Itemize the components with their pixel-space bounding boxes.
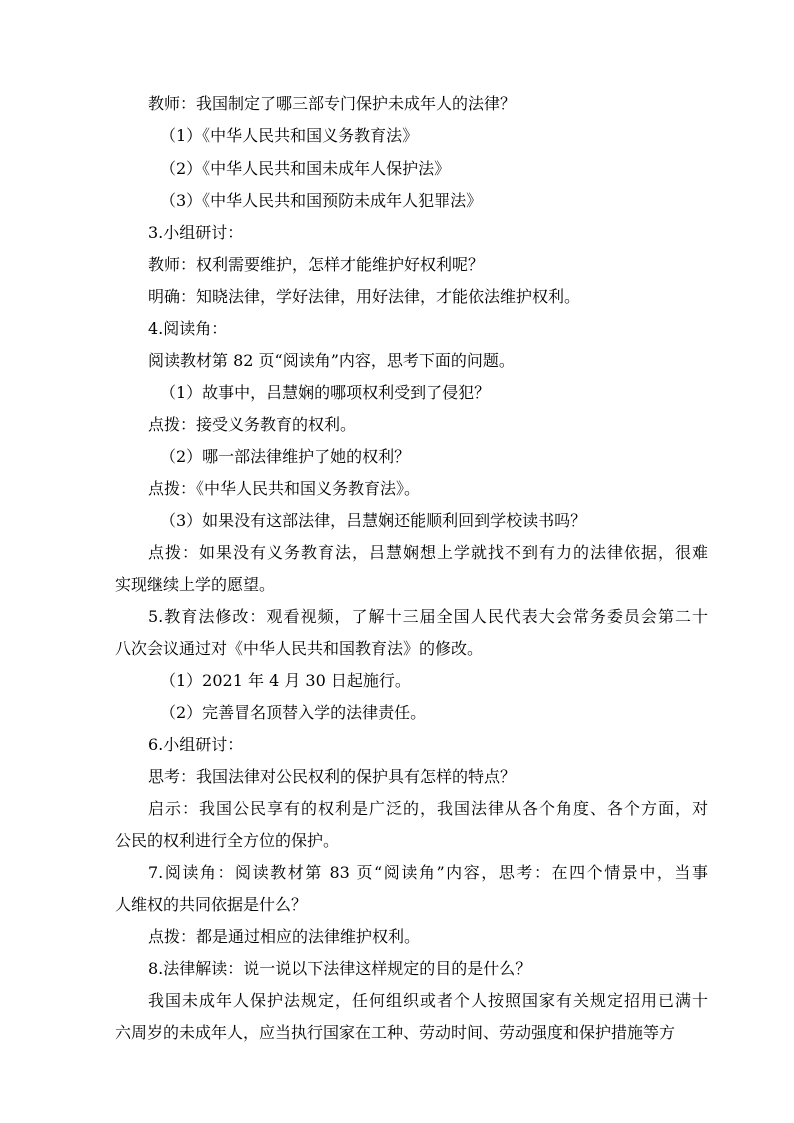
section-5-line-1: 5.教育法修改：观看视频，了解十三届全国人民代表大会常务委员会第二十 bbox=[148, 607, 708, 626]
section-heading-6: 6.小组研讨： bbox=[148, 735, 244, 754]
section-5-item-2: （2）完善冒名顶替入学的法律责任。 bbox=[160, 703, 427, 722]
insight-line-1: 启示：我国公民享有的权利是广泛的，我国法律从各个角度、各个方面，对 bbox=[148, 799, 708, 818]
hint-3-line-2: 实现继续上学的愿望。 bbox=[115, 575, 276, 594]
teacher-question-three-laws: 教师：我国制定了哪三部专门保护未成年人的法律？ bbox=[148, 94, 517, 113]
clarification-line: 明确：知晓法律，学好法律，用好法律，才能依法维护权利。 bbox=[148, 287, 581, 306]
law-item-1: （1）《中华人民共和国义务教育法》 bbox=[160, 126, 419, 145]
question-1: （1）故事中，吕慧娴的哪项权利受到了侵犯？ bbox=[160, 383, 491, 402]
section-5-item-1: （1）2021 年 4 月 30 日起施行。 bbox=[160, 671, 411, 690]
section-7-line-1: 7.阅读角：阅读教材第 83 页“阅读角”内容，思考：在四个情景中，当事 bbox=[148, 863, 708, 882]
section-heading-3: 3.小组研讨： bbox=[148, 223, 244, 242]
question-2: （2）哪一部法律维护了她的权利？ bbox=[160, 447, 411, 466]
section-7-line-2: 人维权的共同依据是什么？ bbox=[115, 895, 308, 914]
teacher-question-rights: 教师：权利需要维护，怎样才能维护好权利呢？ bbox=[148, 255, 485, 274]
thinking-question: 思考：我国法律对公民权利的保护具有怎样的特点？ bbox=[148, 767, 517, 786]
hint-section-7: 点拨：都是通过相应的法律维护权利。 bbox=[148, 927, 421, 946]
hint-3-line-1: 点拨：如果没有义务教育法，吕慧娴想上学就找不到有力的法律依据，很难 bbox=[148, 543, 708, 562]
section-5-line-2: 八次会议通过对《中华人民共和国教育法》的修改。 bbox=[115, 639, 484, 658]
law-text-line-2: 六周岁的未成年人，应当执行国家在工种、劳动时间、劳动强度和保护措施等方 bbox=[115, 1023, 676, 1042]
section-heading-4: 4.阅读角： bbox=[148, 319, 228, 338]
hint-1: 点拨：接受义务教育的权利。 bbox=[148, 415, 357, 434]
reading-instruction: 阅读教材第 82 页“阅读角”内容，思考下面的问题。 bbox=[148, 351, 515, 370]
insight-line-2: 公民的权利进行全方位的保护。 bbox=[115, 831, 340, 850]
section-heading-8: 8.法律解读：说一说以下法律这样规定的目的是什么？ bbox=[148, 959, 532, 978]
law-text-line-1: 我国未成年人保护法规定，任何组织或者个人按照国家有关规定招用已满十 bbox=[148, 991, 708, 1010]
law-item-3: （3）《中华人民共和国预防未成年人犯罪法》 bbox=[160, 191, 483, 210]
law-item-2: （2）《中华人民共和国未成年人保护法》 bbox=[160, 159, 451, 178]
hint-2: 点拨：《中华人民共和国义务教育法》。 bbox=[148, 479, 421, 498]
question-3: （3）如果没有这部法律，吕慧娴还能顺利回到学校读书吗？ bbox=[160, 511, 587, 530]
